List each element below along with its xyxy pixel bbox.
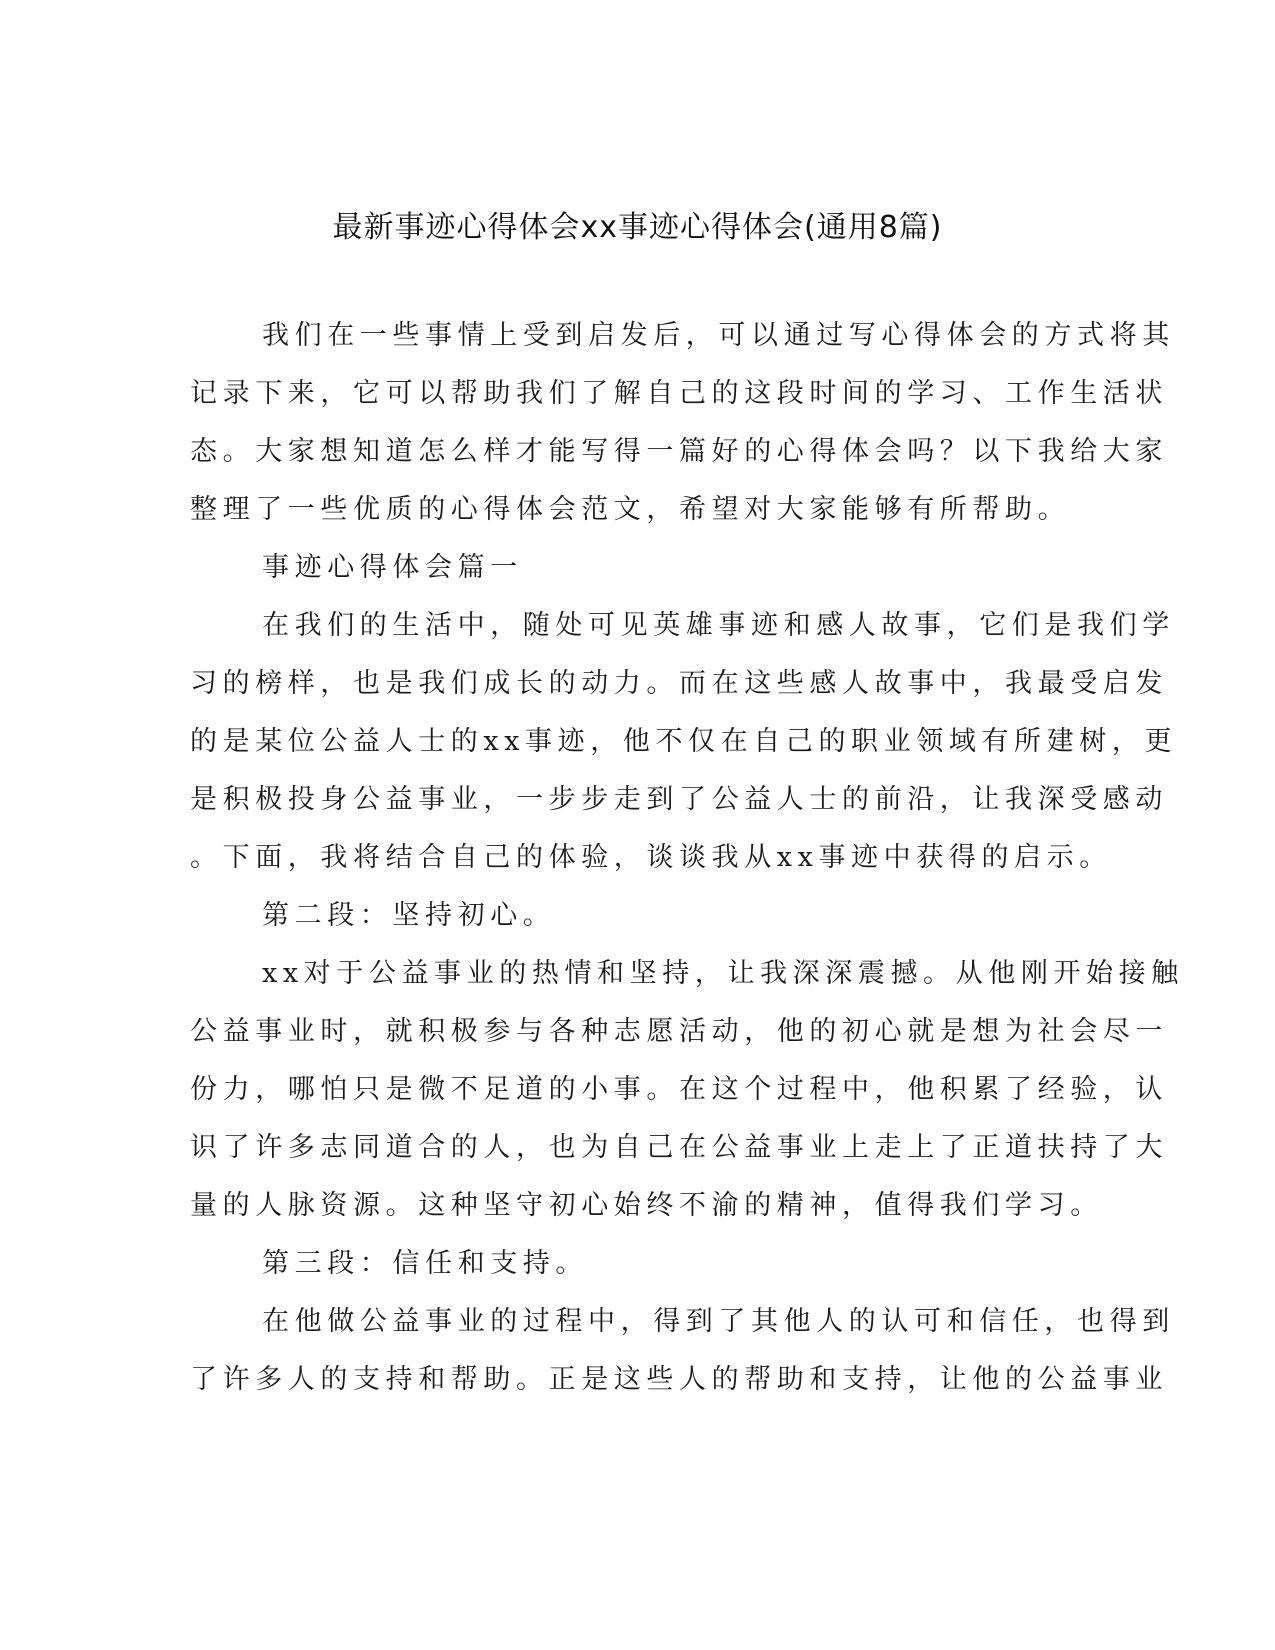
paragraph-line: 是积极投身公益事业，一步步走到了公益人士的前沿，让我深受感动 (190, 784, 1168, 815)
section-heading: 第三段：信任和支持。 (262, 1248, 588, 1279)
paragraph-line: 的是某位公益人士的xx事迹，他不仅在自己的职业领域有所建树，更 (190, 726, 1178, 757)
paragraph-line: 我们在一些事情上受到启发后，可以通过写心得体会的方式将其 (262, 320, 1175, 351)
paragraph-line: 在我们的生活中，随处可见英雄事迹和感人故事，它们是我们学 (262, 610, 1175, 641)
paragraph-line: 公益事业时，就积极参与各种志愿活动，他的初心就是想为社会尽一 (190, 1016, 1168, 1047)
paragraph-line: 态。大家想知道怎么样才能写得一篇好的心得体会吗？以下我给大家 (190, 436, 1168, 467)
paragraph-line: 在他做公益事业的过程中，得到了其他人的认可和信任，也得到 (262, 1306, 1175, 1337)
section-heading: 第二段：坚持初心。 (262, 900, 556, 931)
document-title: 最新事迹心得体会xx事迹心得体会(通用8篇) (332, 210, 943, 245)
paragraph-line: xx对于公益事业的热情和坚持，让我深深震撼。从他刚开始接触 (262, 958, 1184, 989)
section-heading: 事迹心得体会篇一 (262, 552, 523, 583)
paragraph-line: 记录下来，它可以帮助我们了解自己的这段时间的学习、工作生活状 (190, 378, 1168, 409)
paragraph-line: 。下面，我将结合自己的体验，谈谈我从xx事迹中获得的启示。 (190, 842, 1112, 873)
paragraph-line: 量的人脉资源。这种坚守初心始终不渝的精神，值得我们学习。 (190, 1190, 1103, 1221)
paragraph-line: 份力，哪怕只是微不足道的小事。在这个过程中，他积累了经验，认 (190, 1074, 1168, 1105)
paragraph-line: 了许多人的支持和帮助。正是这些人的帮助和支持，让他的公益事业 (190, 1364, 1168, 1395)
paragraph-line: 习的榜样，也是我们成长的动力。而在这些感人故事中，我最受启发 (190, 668, 1168, 699)
paragraph-line: 整理了一些优质的心得体会范文，希望对大家能够有所帮助。 (190, 494, 1071, 525)
paragraph-line: 识了许多志同道合的人，也为自己在公益事业上走上了正道扶持了大 (190, 1132, 1168, 1163)
